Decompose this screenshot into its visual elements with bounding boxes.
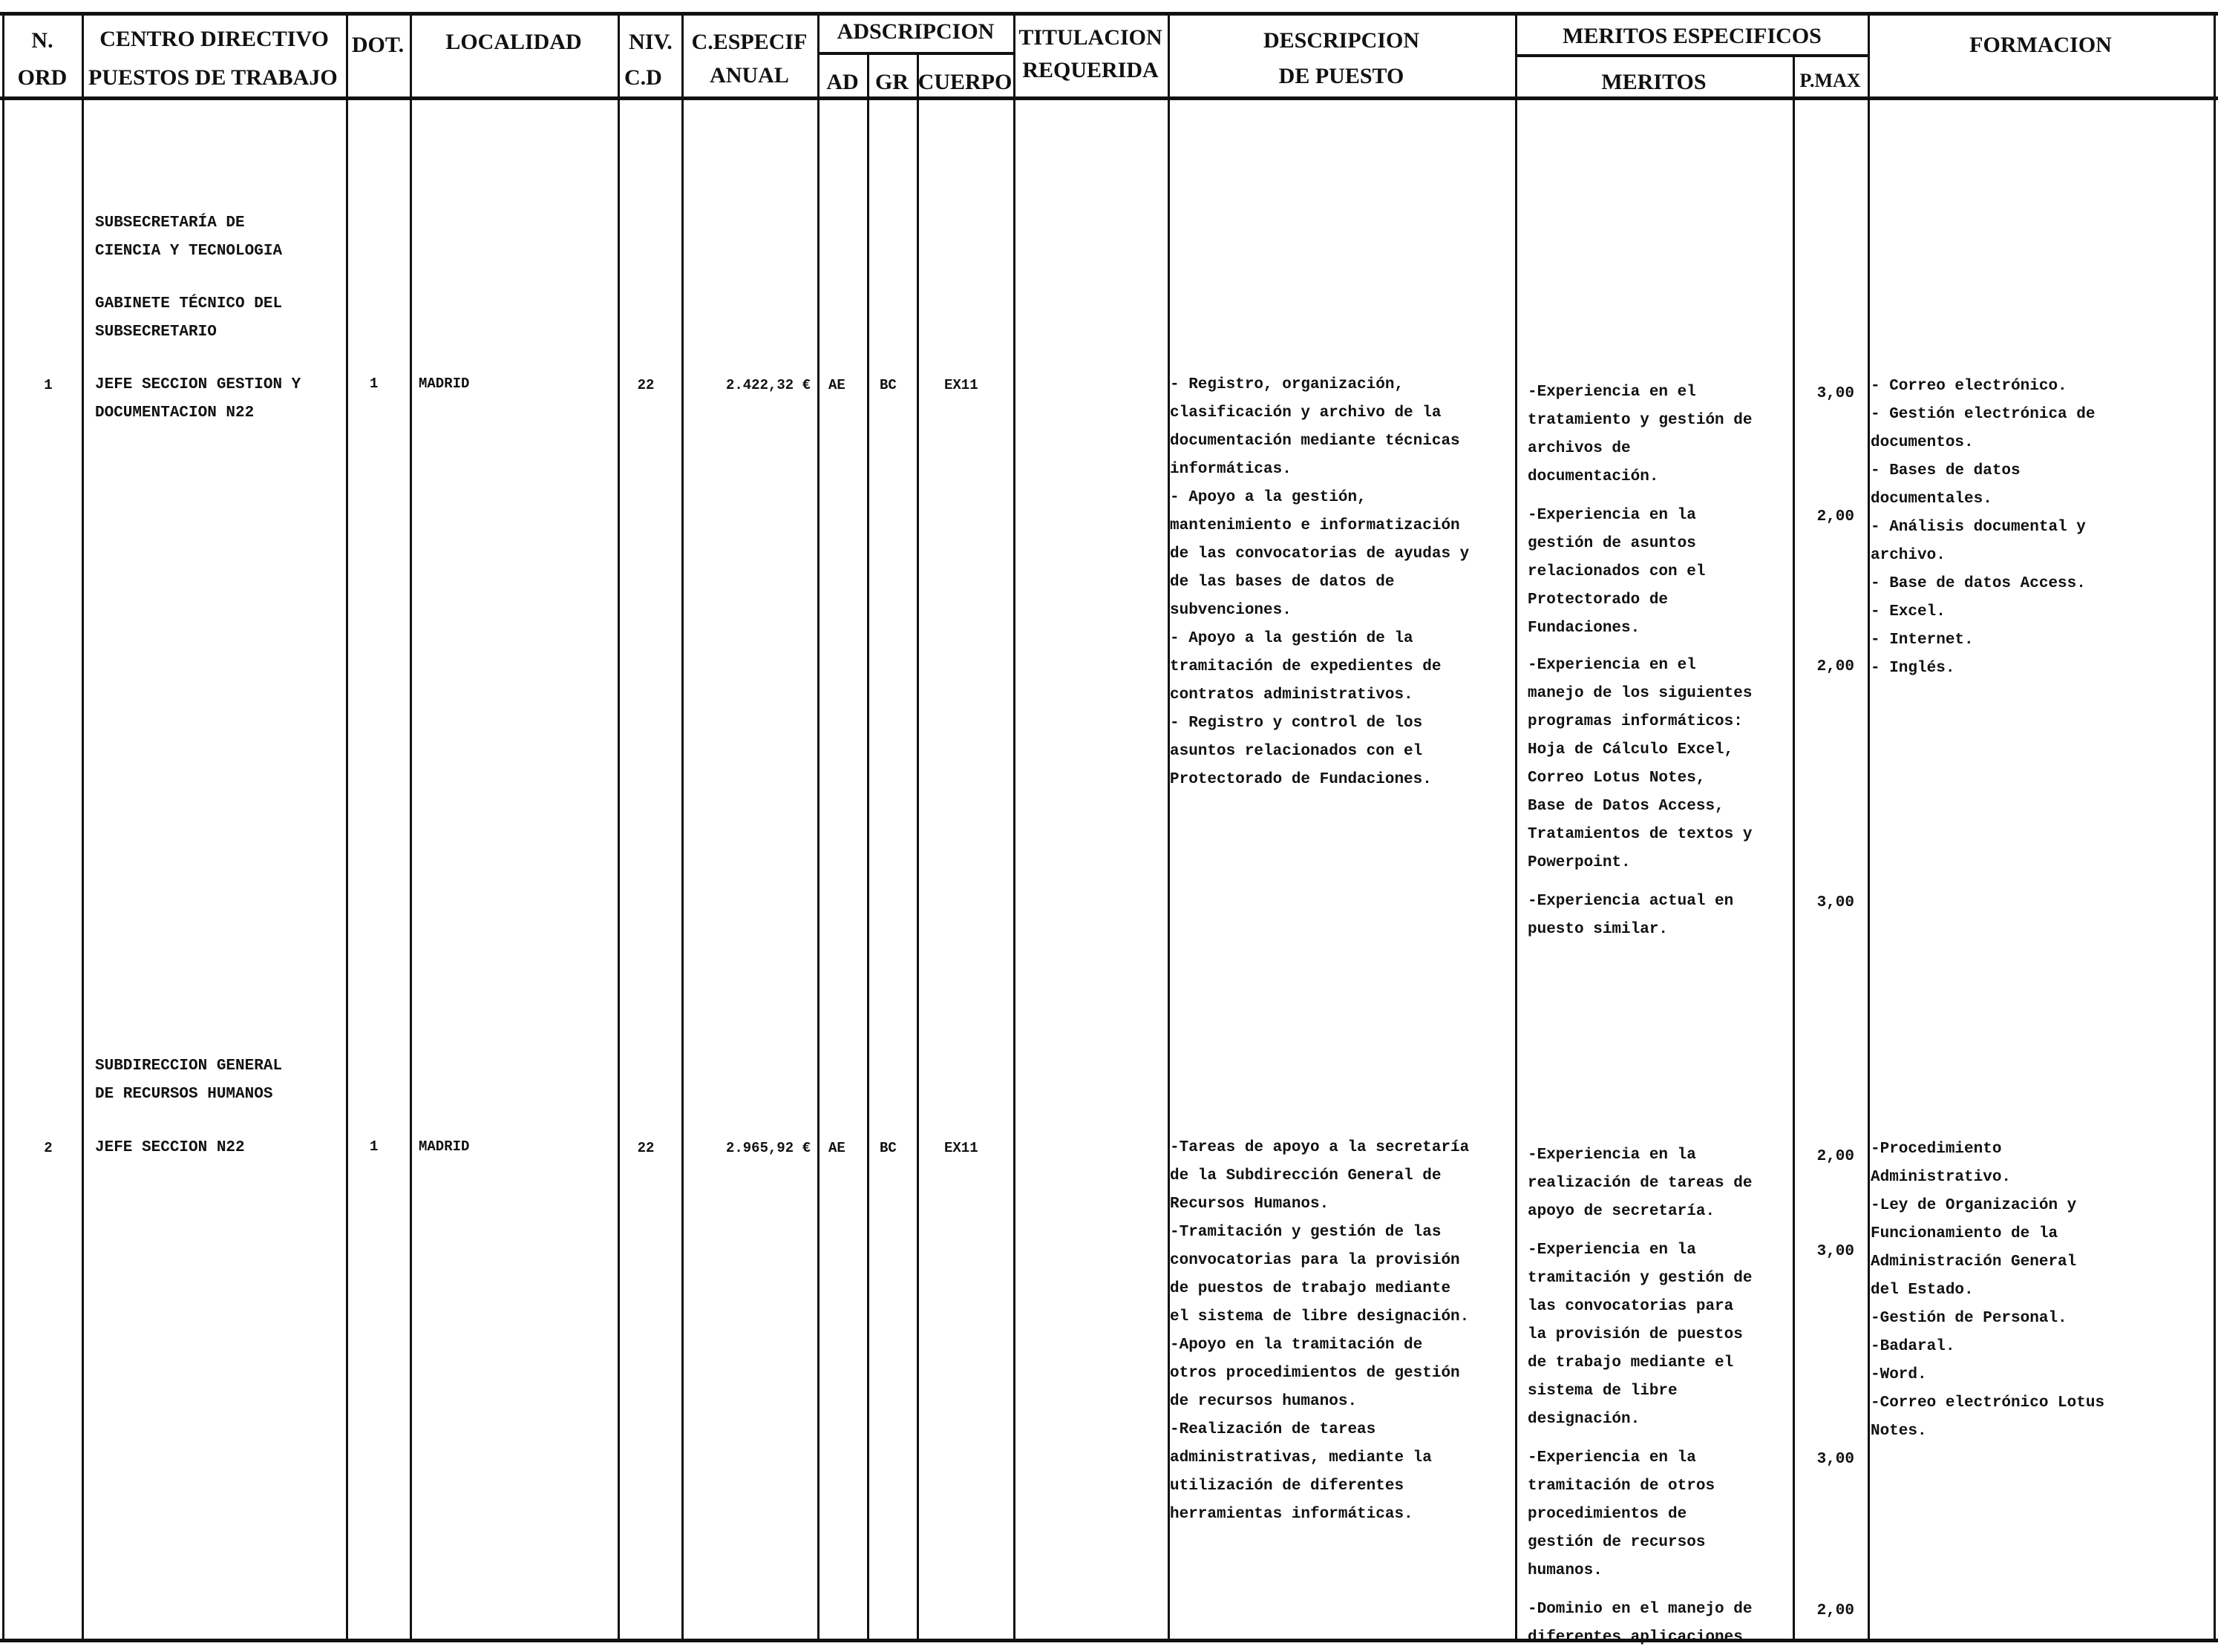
text-line: GABINETE TÉCNICO DEL	[95, 295, 283, 312]
text-line: documentación mediante técnicas	[1170, 433, 1460, 450]
merito-pmax: 2,00	[1816, 1148, 1854, 1165]
text-line: - Correo electrónico.	[1871, 378, 2067, 395]
text-line: realización de tareas de	[1528, 1175, 1753, 1192]
text-line: herramientas informáticas.	[1170, 1506, 1413, 1523]
text-line: designación.	[1528, 1411, 1640, 1428]
puesto-trabajo	[95, 1134, 245, 1162]
text-line: -Apoyo en la tramitación de	[1170, 1337, 1423, 1354]
text-line: relacionados con el	[1528, 563, 1706, 580]
text-line: humanos.	[1528, 1562, 1603, 1579]
text-line: informáticas.	[1170, 461, 1292, 478]
merito-pmax: 2,00	[1816, 658, 1854, 675]
text-line: -Badaral.	[1871, 1338, 1955, 1355]
header-cd: C.D	[624, 65, 662, 90]
text-line: -Gestión de Personal.	[1871, 1310, 2067, 1327]
text-line: Correo Lotus Notes,	[1528, 770, 1706, 787]
text-line: -Experiencia en el	[1528, 657, 1696, 674]
text-line: Administración General	[1871, 1253, 2077, 1271]
text-line: asuntos relacionados con el	[1170, 743, 1423, 760]
header-meritos-especificos: MERITOS ESPECIFICOS	[1563, 24, 1822, 48]
localidad: MADRID	[419, 376, 470, 392]
nivel-cd: 22	[637, 377, 655, 393]
merito-pmax: 3,00	[1816, 1243, 1854, 1260]
merito-pmax: 3,00	[1816, 385, 1854, 402]
header-meritos: MERITOS	[1601, 70, 1707, 94]
text-line: JEFE SECCION N22	[95, 1139, 245, 1156]
text-line: - Bases de datos	[1871, 462, 2021, 479]
header-anual: ANUAL	[710, 63, 789, 88]
merito-pmax: 2,00	[1816, 1602, 1854, 1619]
col-line	[917, 53, 919, 1642]
text-line: CIENCIA Y TECNOLOGIA	[95, 243, 283, 260]
section-heading	[95, 1052, 282, 1109]
text-line: SUBDIRECCION GENERAL	[95, 1058, 283, 1075]
text-line: JEFE SECCION GESTION Y	[95, 376, 301, 393]
merito-item	[1528, 1141, 1752, 1226]
bottom-border	[0, 1639, 2218, 1642]
col-line	[82, 12, 84, 1642]
col-line	[2, 12, 4, 1642]
section-heading	[95, 209, 282, 266]
text-line: del Estado.	[1871, 1282, 1974, 1299]
text-line: de la Subdirección General de	[1170, 1167, 1442, 1184]
text-line: -Tareas de apoyo a la secretaría	[1170, 1139, 1470, 1156]
header-pmax: P.MAX	[1799, 70, 1861, 91]
complemento-especifico: 2.965,92 €	[725, 1140, 811, 1156]
text-line: -Experiencia en la	[1528, 1242, 1696, 1259]
header-de-puesto: DE PUESTO	[1278, 64, 1404, 88]
text-line: gestión de asuntos	[1528, 535, 1696, 552]
header-dot: DOT.	[351, 33, 405, 57]
text-line: -Procedimiento	[1871, 1141, 2002, 1158]
header-requerida: REQUERIDA	[1022, 58, 1159, 82]
col-line	[1793, 56, 1795, 1642]
header-ad: AD	[826, 70, 859, 94]
merito-item	[1528, 1596, 1752, 1652]
text-line: tramitación de expedientes de	[1170, 658, 1442, 675]
text-line: - Excel.	[1871, 603, 1946, 620]
text-line: apoyo de secretaría.	[1528, 1203, 1715, 1220]
text-line: la provisión de puestos	[1528, 1326, 1743, 1343]
text-line: - Inglés.	[1871, 660, 1955, 677]
adscripcion-gr: BC	[880, 1140, 897, 1156]
text-line: -Tramitación y gestión de las	[1170, 1224, 1442, 1241]
text-line: -Word.	[1871, 1366, 1927, 1383]
header-cuerpo: CUERPO	[917, 70, 1013, 94]
col-line	[681, 12, 684, 1642]
col-line	[1515, 12, 1517, 1642]
header-puestos-trabajo: PUESTOS DE TRABAJO	[88, 65, 338, 90]
text-line: DE RECURSOS HUMANOS	[95, 1086, 273, 1103]
header-niv: NIV.	[629, 30, 673, 54]
header-bottom-border	[0, 96, 2218, 100]
text-line: Protectorado de Fundaciones.	[1170, 771, 1432, 788]
merito-item	[1528, 652, 1752, 877]
merito-item	[1528, 378, 1752, 491]
text-line: -Dominio en el manejo de	[1528, 1601, 1753, 1618]
text-line: procedimientos de	[1528, 1506, 1687, 1523]
merito-pmax: 3,00	[1816, 1451, 1854, 1468]
header-centro-directivo: CENTRO DIRECTIVO	[99, 27, 329, 51]
col-line	[2214, 12, 2216, 1642]
formacion-list	[1871, 373, 2095, 683]
text-line: SUBSECRETARÍA DE	[95, 214, 245, 232]
merito-item	[1528, 888, 1733, 944]
text-line: -Experiencia actual en	[1528, 893, 1734, 910]
header-formacion: FORMACION	[1969, 33, 2112, 57]
row-number: 2	[44, 1140, 53, 1156]
header-ord: ORD	[17, 65, 68, 90]
nivel-cd: 22	[637, 1140, 655, 1156]
text-line: Hoja de Cálculo Excel,	[1528, 741, 1734, 758]
adscripcion-ad: AE	[828, 1140, 845, 1156]
text-line: contratos administrativos.	[1170, 686, 1413, 704]
text-line: archivos de	[1528, 440, 1631, 457]
text-line: -Realización de tareas	[1170, 1421, 1376, 1438]
merito-item	[1528, 1444, 1715, 1585]
col-line	[1868, 12, 1870, 1642]
descripcion-puesto	[1170, 371, 1469, 794]
dotacion: 1	[370, 1138, 379, 1155]
puesto-trabajo	[95, 371, 301, 427]
text-line: Powerpoint.	[1528, 854, 1631, 871]
text-line: las convocatorias para	[1528, 1298, 1734, 1315]
text-line: -Experiencia en la	[1528, 1147, 1696, 1164]
text-line: de recursos humanos.	[1170, 1393, 1358, 1410]
col-line	[1013, 12, 1015, 1642]
text-line: el sistema de libre designación.	[1170, 1308, 1470, 1325]
adscripcion-cuerpo: EX11	[944, 1140, 978, 1156]
text-line: Protectorado de	[1528, 591, 1669, 609]
row-number: 1	[44, 377, 53, 393]
text-line: -Experiencia en la	[1528, 1449, 1696, 1466]
text-line: - Apoyo a la gestión,	[1170, 489, 1367, 506]
adscripcion-gr: BC	[880, 377, 897, 393]
text-line: Recursos Humanos.	[1170, 1196, 1329, 1213]
text-line: tratamiento y gestión de	[1528, 412, 1753, 429]
text-line: tramitación de otros	[1528, 1478, 1715, 1495]
header-gr: GR	[875, 70, 909, 94]
header-descripcion: DESCRIPCION	[1263, 28, 1420, 53]
text-line: documentales.	[1871, 491, 1992, 508]
text-line: Tratamientos de textos y	[1528, 826, 1753, 843]
text-line: Funcionamiento de la	[1871, 1225, 2058, 1242]
col-line	[346, 12, 348, 1642]
text-line: de las convocatorias de ayudas y	[1170, 545, 1470, 563]
col-line	[867, 53, 869, 1642]
text-line: programas informáticos:	[1528, 713, 1743, 730]
header-c-especif: C.ESPECIF	[691, 30, 808, 54]
text-line: utilización de diferentes	[1170, 1478, 1404, 1495]
col-line	[410, 12, 412, 1642]
header-adscripcion: ADSCRIPCION	[837, 19, 995, 44]
text-line: -Experiencia en el	[1528, 384, 1696, 401]
text-line: sistema de libre	[1528, 1383, 1678, 1400]
text-line: Fundaciones.	[1528, 620, 1640, 637]
header-localidad: LOCALIDAD	[445, 30, 582, 54]
text-line: administrativas, mediante la	[1170, 1449, 1432, 1466]
localidad: MADRID	[419, 1138, 470, 1155]
text-line: mantenimiento e informatización	[1170, 517, 1460, 534]
text-line: archivo.	[1871, 547, 1946, 564]
text-line: - Internet.	[1871, 632, 1974, 649]
text-line: Base de Datos Access,	[1528, 798, 1724, 815]
header-n: N.	[31, 28, 53, 53]
col-line	[817, 12, 820, 1642]
text-line: documentación.	[1528, 468, 1659, 485]
text-line: de las bases de datos de	[1170, 574, 1395, 591]
meritos-divider	[1515, 54, 1869, 57]
top-border	[0, 12, 2218, 16]
text-line: - Registro, organización,	[1170, 376, 1404, 393]
merito-item	[1528, 502, 1705, 643]
merito-item	[1528, 1236, 1752, 1434]
adscripcion-cuerpo: EX11	[944, 377, 978, 393]
col-line	[618, 12, 620, 1642]
adscripcion-divider	[818, 52, 1013, 55]
formacion-list	[1871, 1135, 2104, 1446]
text-line: - Base de datos Access.	[1871, 575, 2086, 592]
text-line: otros procedimientos de gestión	[1170, 1365, 1460, 1382]
text-line: documentos.	[1871, 434, 1974, 451]
text-line: - Registro y control de los	[1170, 715, 1423, 732]
text-line: Administrativo.	[1871, 1169, 2012, 1186]
text-line: -Ley de Organización y	[1871, 1197, 2077, 1214]
text-line: subvenciones.	[1170, 602, 1292, 619]
dotacion: 1	[370, 376, 379, 392]
text-line: gestión de recursos	[1528, 1534, 1706, 1551]
text-line: tramitación y gestión de	[1528, 1270, 1753, 1287]
section-heading	[95, 290, 282, 347]
text-line: manejo de los siguientes	[1528, 685, 1753, 702]
text-line: Notes.	[1871, 1423, 1927, 1440]
adscripcion-ad: AE	[828, 377, 845, 393]
text-line: - Apoyo a la gestión de la	[1170, 630, 1413, 647]
text-line: SUBSECRETARIO	[95, 324, 217, 341]
text-line: diferentes aplicaciones	[1528, 1629, 1743, 1646]
merito-pmax: 3,00	[1816, 894, 1854, 911]
descripcion-puesto	[1170, 1134, 1469, 1529]
text-line: -Correo electrónico Lotus	[1871, 1394, 2105, 1412]
header-titulacion: TITULACION	[1018, 25, 1162, 50]
text-line: DOCUMENTACION N22	[95, 404, 255, 422]
text-line: - Gestión electrónica de	[1871, 406, 2096, 423]
complemento-especifico: 2.422,32 €	[725, 377, 811, 393]
text-line: puesto similar.	[1528, 921, 1669, 938]
text-line: de puestos de trabajo mediante	[1170, 1280, 1451, 1297]
text-line: - Análisis documental y	[1871, 519, 2086, 536]
text-line: convocatorias para la provisión	[1170, 1252, 1460, 1269]
merito-pmax: 2,00	[1816, 508, 1854, 525]
text-line: clasificación y archivo de la	[1170, 404, 1442, 422]
text-line: de trabajo mediante el	[1528, 1354, 1734, 1371]
text-line: -Experiencia en la	[1528, 507, 1696, 524]
